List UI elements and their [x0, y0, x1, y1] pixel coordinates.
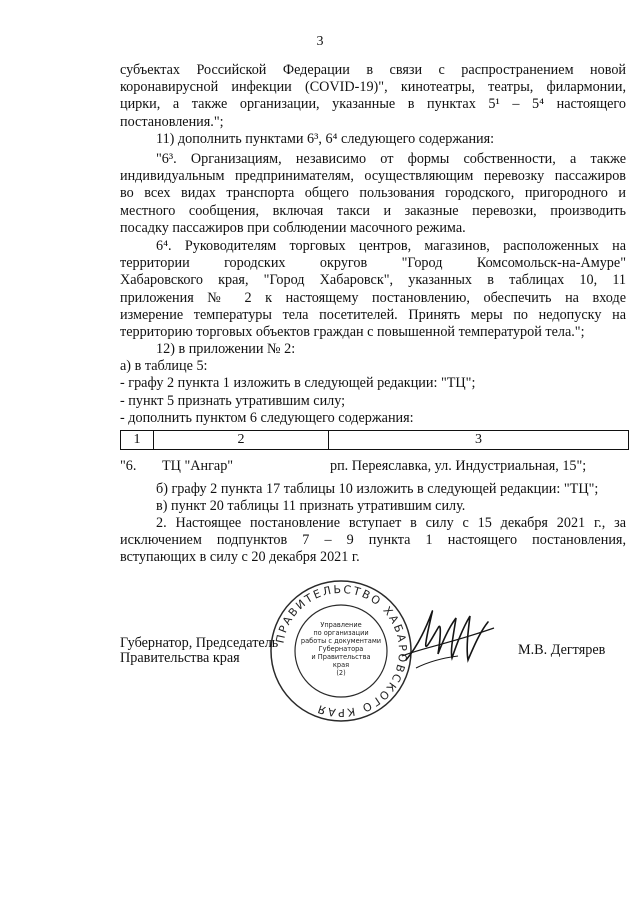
- point-6-4: [120, 238, 626, 341]
- text-line: исключением подпунктов 7 – 9 пункта 1 настоящего постановления,: [120, 532, 626, 549]
- dash-item-1: - графу 2 пункта 1 изложить в следующей редакции: "ТЦ";: [120, 375, 476, 392]
- row-6-address: рп. Переяславка, ул. Индустриальная, 15";: [330, 458, 587, 474]
- seal-text-line: края: [332, 661, 350, 669]
- seal-text-line: (2): [336, 669, 346, 677]
- table-header-cell: 1: [121, 431, 154, 450]
- seal-text-line: Губернатора: [318, 645, 364, 653]
- text-line: индивидуальным предпринимателям, осуществляющим перевозку пассажиров: [120, 168, 626, 185]
- text-line: Хабаровского края, "Город Хабаровск", указанных в таблицах 10, 11: [120, 272, 626, 289]
- text-line: постановления.";: [120, 113, 224, 130]
- seal-text-line: по организации: [313, 629, 369, 637]
- text-line: вступающих в силу с 20 декабря 2021 г.: [120, 549, 360, 566]
- item-b-v-block: [120, 481, 626, 515]
- dash-item-3: - дополнить пунктом 6 следующего содержания:: [120, 409, 414, 426]
- text-line: во всех видах транспорта общего пользования городского, пригородного и: [120, 185, 626, 202]
- signer-title-line: Правительства края: [120, 650, 240, 666]
- point-6-3: [120, 151, 626, 237]
- item-v: в) пункт 20 таблицы 11 признать утратившим силу.: [156, 498, 466, 515]
- item-12-block: [120, 341, 626, 427]
- signer-title: [120, 636, 278, 666]
- text-line: приложения № 2 к настоящему постановлению, обеспечить на входе: [120, 289, 626, 306]
- page-number: 3: [316, 34, 324, 49]
- text-line: "6³. Организациям, независимо от формы собственности, а также: [156, 151, 626, 167]
- handwritten-signature: [398, 598, 498, 678]
- text-line: территории городских округов "Город Комсомольск-на-Амуре": [120, 255, 626, 272]
- svg-text:ПРАВИТЕЛЬСТВО ХАБАРОВСКОГО КРА: ПРАВИТЕЛЬСТВО ХАБАРОВСКОГО КРАЯ: [273, 582, 410, 720]
- table-header-cell: 3: [329, 431, 629, 450]
- seal-text-line: Управление: [320, 621, 362, 629]
- seal-text-line: и Правительства: [311, 653, 371, 661]
- official-seal: [268, 578, 414, 724]
- item-12a: а) в таблице 5:: [120, 358, 208, 375]
- seal-text-line: работы с документами: [300, 637, 382, 645]
- text-line: территорию торговых объектов граждан с повышенной температурой тела.";: [120, 324, 585, 341]
- item-11: 11) дополнить пунктами 6³, 6⁴ следующего содержания:: [156, 131, 495, 147]
- table-header-cell: 2: [154, 431, 329, 450]
- row-6-name: ТЦ "Ангар": [162, 458, 234, 474]
- signer-title-line: Губернатор, Председатель: [120, 635, 279, 651]
- row-6-number: "6.: [120, 458, 137, 474]
- item-b: б) графу 2 пункта 17 таблицы 10 изложить в следующей редакции: "ТЦ";: [156, 481, 599, 497]
- text-line: цирки, а также организации, указанные в пунктах 5¹ – 5⁴ настоящего: [120, 96, 626, 113]
- paragraph-2: [120, 515, 626, 567]
- text-line: измерение температуры тела посетителей. Принять меры по недопуску на: [120, 306, 626, 323]
- text-line: 6⁴. Руководителям торговых центров, магазинов, расположенных на: [156, 238, 626, 254]
- paragraph-continuation: [120, 62, 626, 131]
- column-number-table: [120, 430, 629, 450]
- text-line: субъектах Российской Федерации в связи с распространением новой: [120, 62, 626, 78]
- text-line: посадку пассажиров при соблюдении масочного режима.: [120, 219, 466, 236]
- signer-name: М.В. Дегтярев: [518, 642, 606, 658]
- text-line: коронавирусной инфекции (COVID-19)", кинотеатры, театры, филармонии,: [120, 79, 626, 96]
- item-12: 12) в приложении № 2:: [156, 341, 296, 357]
- text-line: местного сообщения, включая такси и заказные перевозки, производить: [120, 202, 626, 219]
- text-line: 2. Настоящее постановление вступает в силу с 15 декабря 2021 г., за: [156, 515, 626, 531]
- dash-item-2: - пункт 5 признать утратившим силу;: [120, 392, 346, 409]
